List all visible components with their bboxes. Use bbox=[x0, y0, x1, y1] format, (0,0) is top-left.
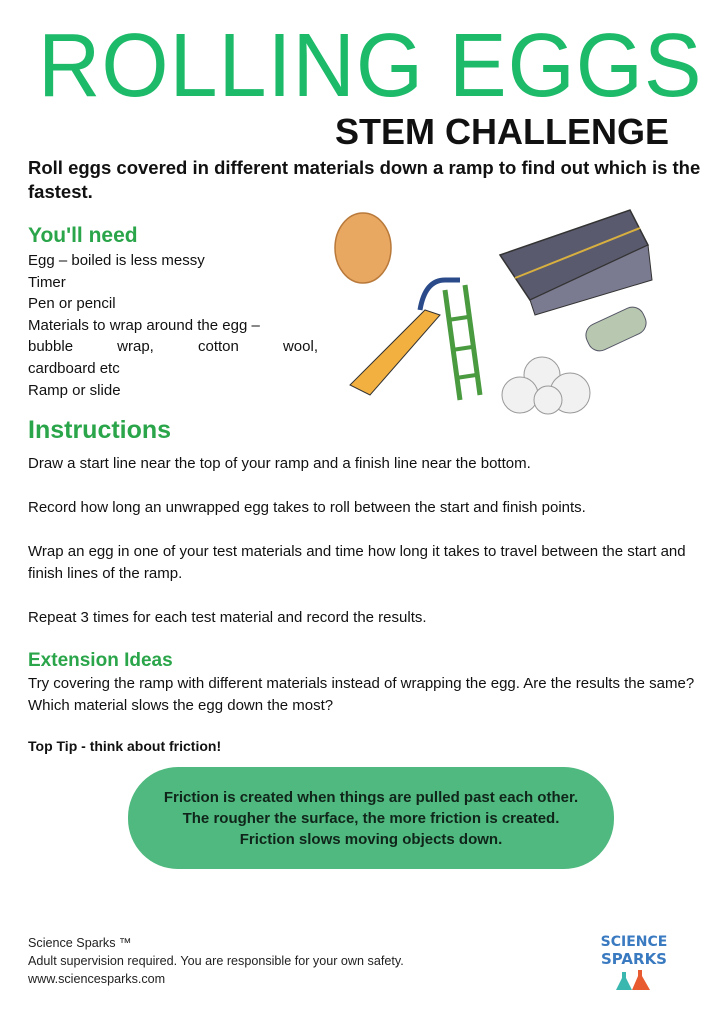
page-title: ROLLING EGGS bbox=[38, 16, 703, 116]
instruction-step: Wrap an egg in one of your test materials and time how long it takes to travel between the start and finish lines of the ramp. bbox=[28, 543, 686, 583]
list-item: Ramp or slide bbox=[28, 381, 121, 399]
footer-safety: Adult supervision required. You are responsible for your own safety. bbox=[28, 954, 404, 968]
instruction-step: Draw a start line near the top of your ramp and a finish line near the bottom. bbox=[28, 455, 531, 473]
list-item: bubble wrap, cotton wool, bbox=[28, 338, 318, 356]
svg-text:SCIENCE: SCIENCE bbox=[600, 934, 668, 950]
instructions-heading: Instructions bbox=[28, 416, 172, 445]
svg-text:SPARKS: SPARKS bbox=[600, 950, 668, 968]
friction-callout bbox=[128, 767, 614, 869]
science-sparks-logo bbox=[596, 926, 672, 998]
top-tip: Top Tip - think about friction! bbox=[28, 738, 222, 755]
footer-brand: Science Sparks ™ bbox=[28, 936, 132, 950]
footer-url: www.sciencesparks.com bbox=[28, 972, 166, 986]
list-item: Egg – boiled is less messy bbox=[28, 252, 205, 269]
extension-heading: Extension Ideas bbox=[28, 650, 173, 672]
intro-text: Roll eggs covered in different materials down a ramp to find out which is the fastest. bbox=[28, 157, 701, 202]
instruction-step: Record how long an unwrapped egg takes to roll between the start and finish points. bbox=[28, 499, 586, 517]
list-item: Timer bbox=[28, 273, 66, 291]
content-column bbox=[28, 222, 708, 869]
you-need-heading: You'll need bbox=[28, 224, 138, 247]
list-item: Pen or pencil bbox=[28, 295, 116, 313]
list-item: cardboard etc bbox=[28, 359, 120, 377]
footer bbox=[28, 934, 404, 988]
instruction-step: Repeat 3 times for each test material and record the results. bbox=[28, 609, 427, 627]
friction-text: Friction is created when things are pulled past each other. The rougher the surface, the more friction is created. Friction slows moving objects down. bbox=[163, 788, 579, 848]
page-subtitle: STEM CHALLENGE bbox=[335, 111, 670, 152]
list-item: Materials to wrap around the egg – bbox=[28, 316, 260, 334]
extension-text: Try covering the ramp with different materials instead of wrapping the egg. Are the results the same? Which material slows the egg down the most? bbox=[28, 675, 695, 715]
materials-list bbox=[28, 250, 318, 401]
instructions-list bbox=[28, 453, 708, 629]
